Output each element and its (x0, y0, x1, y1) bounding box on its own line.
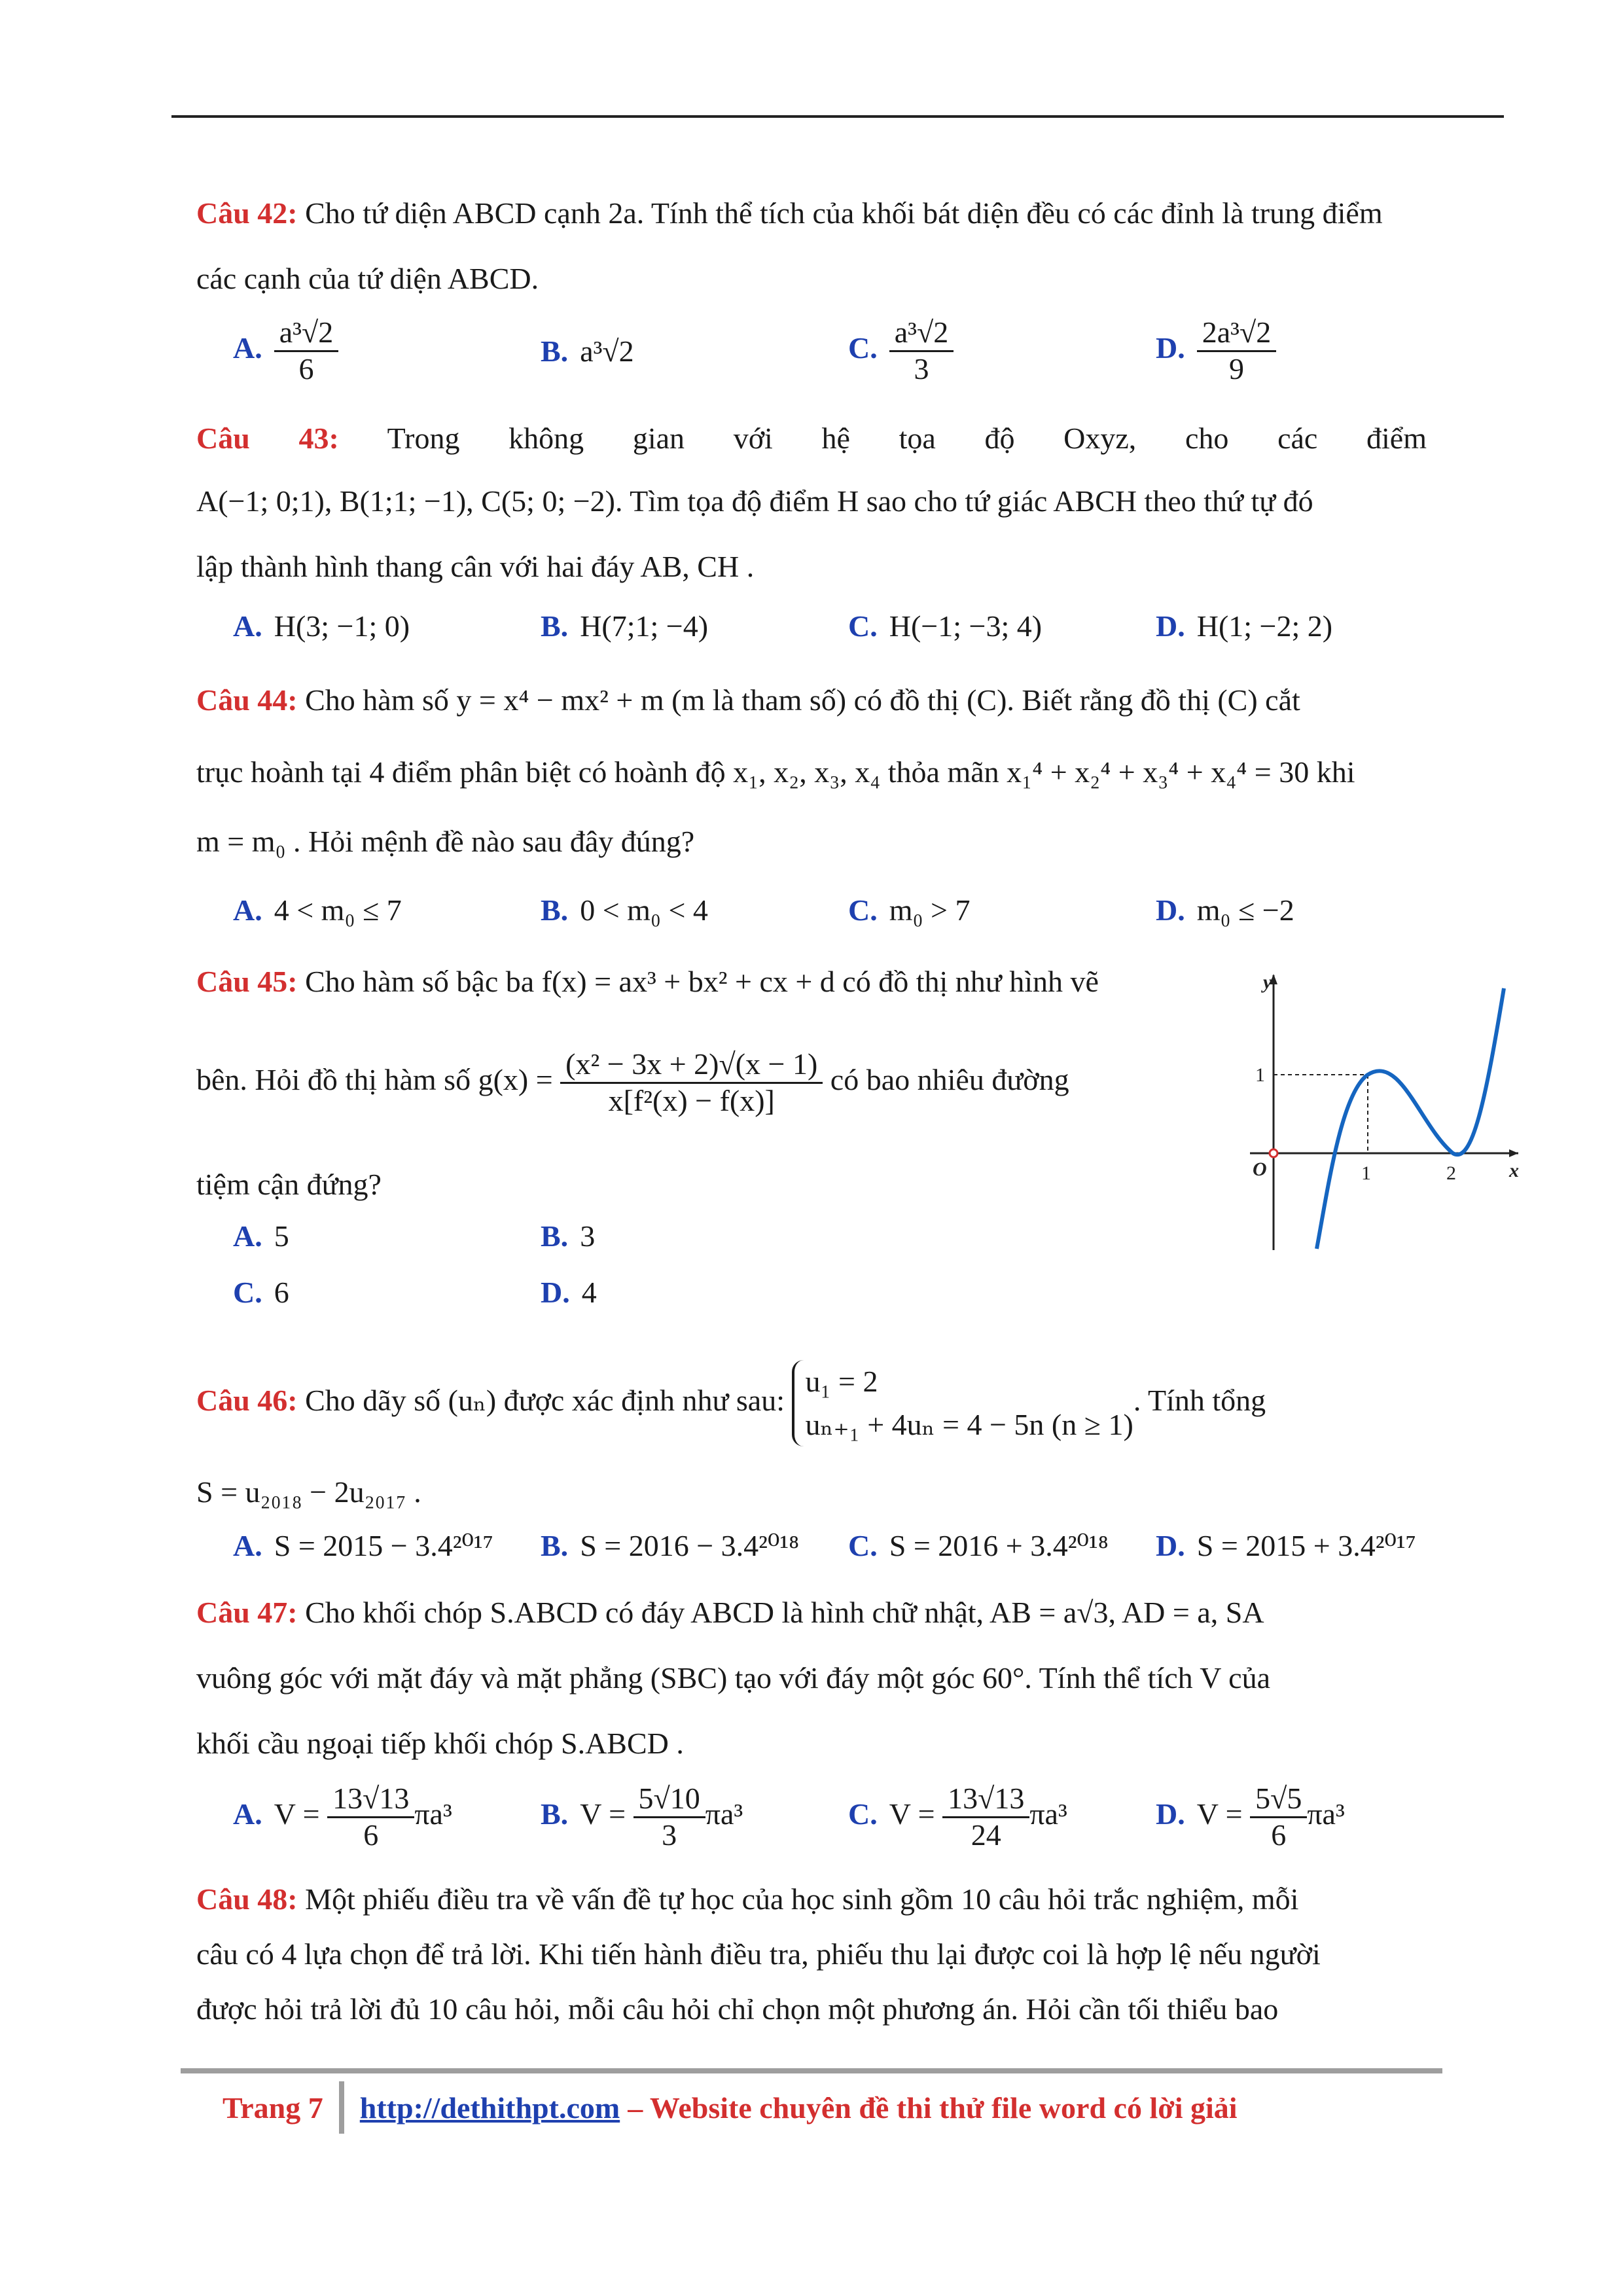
option-a[interactable]: A. V = $\frac{13√13}{6}$ πa³ (233, 1782, 452, 1852)
option-a[interactable]: A. S = 2015 − 3.4²⁰¹⁷ (233, 1529, 493, 1562)
option-b[interactable]: B. H(7;1; −4) (541, 609, 709, 643)
option-b[interactable]: B. 3 (541, 1219, 596, 1253)
g-fraction: $\frac{\text{(x² − 3x + 2)√(x − 1)}}{\text{x[f²(x) − f(x)]}}$ (560, 1047, 823, 1119)
option-a[interactable]: A. $\frac{\text{a³√2}}{6}$ (233, 315, 338, 387)
origin-label: O (1253, 1158, 1267, 1180)
website-link[interactable]: http://dethithpt.com (359, 2090, 620, 2125)
option-c[interactable]: C. H(−1; −3; 4) (848, 609, 1043, 643)
option-d[interactable]: D. S = 2015 + 3.4²⁰¹⁷ (1156, 1529, 1416, 1562)
footer-divider (339, 2081, 344, 2134)
footer-rule (181, 2068, 1442, 2073)
cubic-graph (1243, 969, 1525, 1257)
question-46-line2: S = u₂₀₁₈ − 2u₂₀₁₇ . (196, 1475, 421, 1509)
option-b[interactable]: B. V = $\frac{5√10}{3}$ πa³ (541, 1782, 743, 1852)
option-d[interactable]: D. m₀ ≤ −2 (1156, 893, 1294, 927)
option-b[interactable]: B. 0 < m₀ < 4 (541, 893, 708, 927)
option-d[interactable]: D. V = $\frac{5√5}{6}$ πa³ (1156, 1782, 1345, 1852)
question-42 (196, 181, 1427, 312)
fraction: $\frac{\text{a³√2}}{3}$ (889, 315, 954, 387)
question-48: Câu 48: Một phiếu điều tra về vấn đề tự học của học sinh gồm 10 câu hỏi trắc nghiệm, mỗi (196, 1882, 1299, 1916)
option-a[interactable]: A. H(3; −1; 0) (233, 609, 410, 643)
option-c[interactable]: C. V = $\frac{13√13}{24}$ πa³ (848, 1782, 1067, 1852)
question-44: Câu 44: Cho hàm số y = x⁴ − mx² + m (m là tham số) có đồ thị (C). Biết rằng đồ thị (C) cắt (196, 683, 1300, 717)
website-description: – Website chuyên đề thi thử file word có lời giải (628, 2090, 1238, 2125)
footer (223, 2081, 1238, 2134)
option-d[interactable]: D. H(1; −2; 2) (1156, 609, 1333, 643)
option-c[interactable]: C. S = 2016 + 3.4²⁰¹⁸ (848, 1529, 1109, 1562)
option-d[interactable]: D. 4 (541, 1276, 597, 1309)
cubic-curve (1317, 988, 1504, 1249)
option-b[interactable]: B. a³√2 (541, 334, 634, 368)
fraction: $\frac{\text{2a³√2}}{9}$ (1197, 315, 1276, 387)
question-44-line3: m = m₀ . Hỏi mệnh đề nào sau đây đúng? (196, 825, 695, 858)
recurrence-system: u₁ = 2 uₙ₊₁ + 4uₙ = 4 − 5n (n ≥ 1) (792, 1360, 1133, 1446)
y-axis-label: y (1263, 971, 1272, 993)
header-rule (171, 115, 1504, 118)
y-tick-1: 1 (1255, 1064, 1265, 1086)
question-45-line3: tiệm cận đứng? (196, 1168, 382, 1201)
question-45-line2: bên. Hỏi đồ thị hàm số g(x) = $\frac{\text{(x² − 3x + 2)√(x − 1)}}{\text{x[f²(x) − f(x)]}}$ có bao nhiêu đường (196, 1047, 1069, 1117)
option-d[interactable]: D. $\frac{\text{2a³√2}}{9}$ (1156, 315, 1276, 387)
x-tick-1: 1 (1361, 1162, 1371, 1184)
question-48-line3: được hỏi trả lời đủ 10 câu hỏi, mỗi câu hỏi chỉ chọn một phương án. Hỏi cần tối thiểu bao (196, 1992, 1279, 2026)
option-b[interactable]: B. S = 2016 − 3.4²⁰¹⁸ (541, 1529, 800, 1562)
fraction: $\frac{\text{a³√2}}{6}$ (274, 315, 338, 387)
question-47-line3: khối cầu ngoại tiếp khối chóp S.ABCD . (196, 1727, 684, 1760)
question-43-line3: lập thành hình thang cân với hai đáy AB, CH . (196, 550, 755, 583)
question-text: Cho tứ diện ABCD cạnh 2a. Tính thể tích của khối bát diện đều có các đỉnh là trung điểm các cạnh của tứ diện ABCD. (196, 196, 1383, 295)
origin-point (1270, 1149, 1277, 1157)
x-tick-2: 2 (1446, 1162, 1456, 1184)
question-48-line2: câu có 4 lựa chọn để trả lời. Khi tiến hành điều tra, phiếu thu lại được coi là hợp lệ nếu người (196, 1937, 1321, 1971)
question-46: Câu 46: Cho dãy số (uₙ) được xác định như sau: u₁ = 2 uₙ₊₁ + 4uₙ = 4 − 5n (n ≥ 1) . Tính tổng (196, 1355, 1427, 1446)
option-a[interactable]: A. 5 (233, 1219, 289, 1253)
x-axis-label: x (1509, 1160, 1519, 1181)
option-c[interactable]: C. $\frac{\text{a³√2}}{3}$ (848, 315, 954, 387)
question-47-line2: vuông góc với mặt đáy và mặt phẳng (SBC) tạo với đáy một góc 60°. Tính thể tích V của (196, 1661, 1271, 1695)
x-axis-arrow (1509, 1149, 1518, 1157)
question-45: Câu 45: Cho hàm số bậc ba f(x) = ax³ + bx² + cx + d có đồ thị như hình vẽ (196, 965, 1099, 998)
question-47: Câu 47: Cho khối chóp S.ABCD có đáy ABCD là hình chữ nhật, AB = a√3, AD = a, SA (196, 1596, 1264, 1629)
question-43-line2: A(−1; 0;1), B(1;1; −1), C(5; 0; −2). Tìm tọa độ điểm H sao cho tứ giác ABCH theo thứ tự đó (196, 484, 1313, 518)
question-44-line2: trục hoành tại 4 điểm phân biệt có hoành độ x₁, x₂, x₃, x₄ thỏa mãn x₁⁴ + x₂⁴ + x₃⁴ + x₄⁴ = 30 khi (196, 755, 1355, 789)
question-label: Câu 42: (196, 196, 298, 230)
question-43: Câu 43: Trong không gian với hệ tọa độ Oxyz, cho các điểm (196, 422, 1427, 455)
page-number: Trang 7 (223, 2090, 323, 2125)
option-c[interactable]: C. 6 (233, 1276, 289, 1309)
option-a[interactable]: A. 4 < m₀ ≤ 7 (233, 893, 402, 927)
option-c[interactable]: C. m₀ > 7 (848, 893, 971, 927)
